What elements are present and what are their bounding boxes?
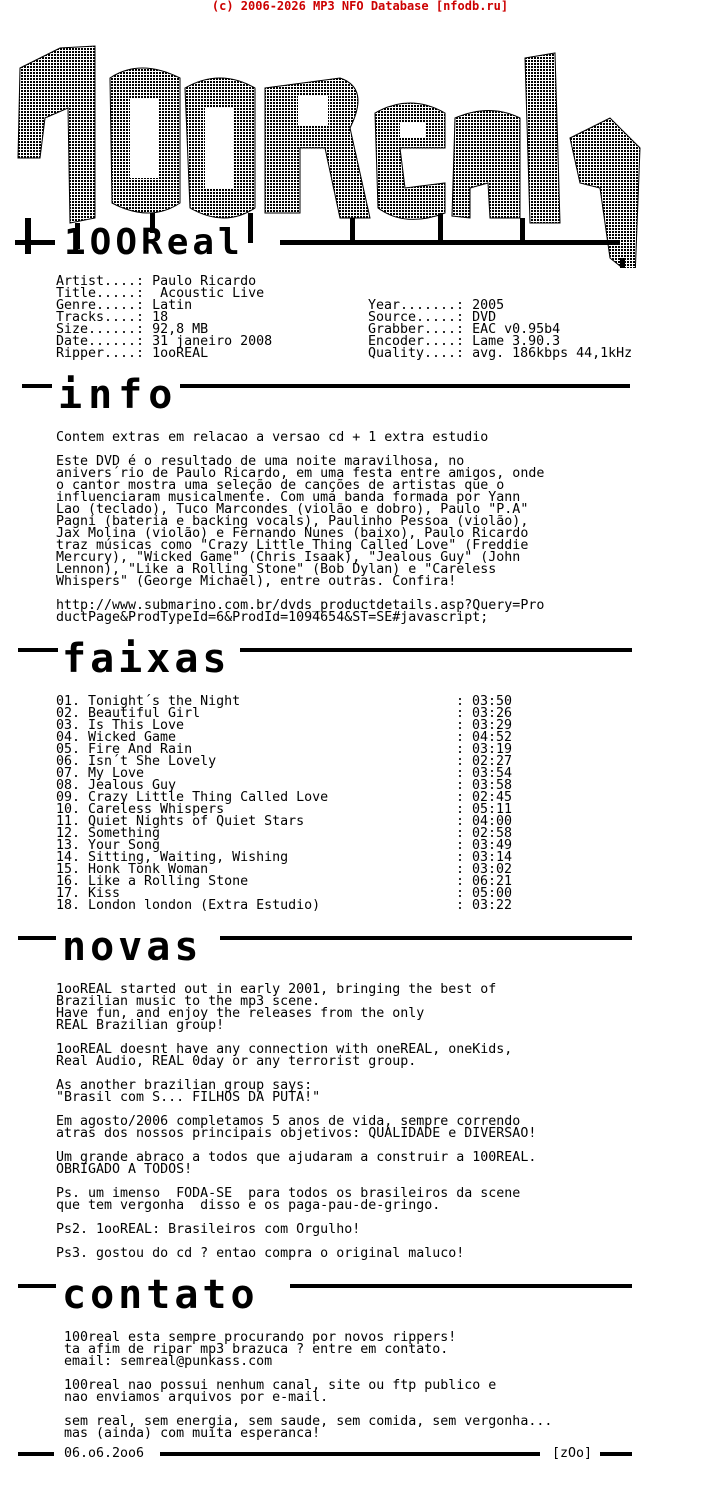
info-text: Contem extras em relacao a versao cd + 1 extra estudio Este DVD é o resultado de uma noite maravilhosa, no anivers´rio de Paulo Ricardo, em uma festa entre amigos, onde o cantor mostra uma seleção de canções de artistas que o influenciaram musicalmente. Com uma banda formada por Yann Lao (teclado), Tuco Marcondes (violão e dobro), Paulo "P.A" Pagni (bateria e backing vocals), Paulinho Pessoa (violão), Jax Molina (violão) e Fernando Nunes (baixo), Paulo Ricardo traz músicas como "Crazy Little Thing Called Love" (Freddie Mercury), "Wicked Game" (Chris Isaak), "Jealous Guy" (John Lennon), "Like a Rolling Stone" (Bob Dylan) e "Careless Whispers" (George Michael), entre outras. Confira! http://www.submarino.com.br/dvds_productdetails.asp?Query=Pro ductPage&ProdTypeId=6&ProdId=1094654&ST=SE#javascript; [56,430,545,625]
left-line: Ripper....: 1ooREAL [56,346,209,361]
track-title: Fire And Rain [88,742,193,757]
track-duration: 02:58 [472,826,513,841]
right-line: Year.......: 2005 [368,298,505,313]
track-number: 01. [56,694,81,709]
right-line: Source.....: DVD [368,310,497,325]
track-title: Quiet Nights of Quiet Stars [88,814,305,829]
left-line: Artist....: Paulo Ricardo [56,274,257,289]
section-header-novas [0,924,720,972]
track-number: 09. [56,790,81,805]
release-info-right [368,300,632,360]
section-header-contato [0,1272,720,1320]
track-number: 05. [56,742,81,757]
track-separator: : [456,718,465,733]
track-separator: : [456,694,465,709]
track-number: 02. [56,706,81,721]
right-line: Grabber....: EAC v0.95b4 [368,322,561,337]
novas-text: 1ooREAL started out in early 2001, bringing the best of Brazilian music to the mp3 scene. Have fun, and enjoy the releases from the only REAL Brazilian group! 1ooREAL doesnt have any connection with oneREAL, oneKids, Real Audio, REAL 0day or any terrorist group. As another brazilian group says: "Brasil com S... FILHOS DA PUTA!" Em agosto/2006 completamos 5 anos de vida, sempre correndo atras dos nossos principais objetivos: QUALIDADE e DIVERSAO! Um grande abraco a todos que ajudaram a construir a 100REAL. OBRIGADO A TODOS! Ps. um imenso FODA-SE para todos os brasileiros da scene que tem vergonha disso e os paga-pau-de-gringo. Ps2. 1ooREAL: Brasileiros com Orgulho! Ps3. gostou do cd ? entao compra o original maluco! [56,982,537,1261]
track-duration: 05:00 [472,886,513,901]
contato-text: 100real esta sempre procurando por novos rippers! ta afim de ripar mp3 brazuca ? entre em contato. email: semreal@punkass.com 100real nao possui nenhum canal, site ou ftp publico e nao enviamos arquivos por e-mail. sem real, sem energia, sem saude, sem comida, sem vergonha... mas (ainda) com muita esperanca! [64,1330,553,1441]
left-line: Date......: 31 janeiro 2008 [56,334,273,349]
track-separator: : [456,826,465,841]
track-duration: 03:14 [472,850,513,865]
section-title-info: info [58,372,179,418]
track-duration: 04:00 [472,814,513,829]
track-row [56,876,656,888]
footer-rule-mid [160,1452,540,1456]
section-title-contato: contato [62,1272,259,1318]
track-duration: 03:50 [472,694,513,709]
track-number: 17. [56,886,81,901]
track-duration: 06:21 [472,874,513,889]
track-duration: 03:22 [472,898,513,913]
track-number: 18. [56,898,81,913]
1ooreal-logo [0,18,720,268]
track-title: Tonight´s the Night [88,694,241,709]
track-title: Jealous Guy [88,778,177,793]
track-duration: 03:54 [472,766,513,781]
footer-tag: [zOo] [552,1446,593,1461]
track-duration: 02:27 [472,754,513,769]
release-info-left [56,276,272,360]
track-duration: 02:45 [472,790,513,805]
track-separator: : [456,862,465,877]
track-number: 13. [56,838,81,853]
section-title-faixas: faixas [62,636,231,682]
track-title: Sitting, Waiting, Wishing [88,850,289,865]
track-title: Isn´t She Lovely [88,754,217,769]
track-number: 07. [56,766,81,781]
track-number: 14. [56,850,81,865]
track-title: Like a Rolling Stone [88,874,249,889]
track-title: Beautiful Girl [88,706,201,721]
section-header-info [0,372,720,420]
track-duration: 03:29 [472,718,513,733]
track-separator: : [456,742,465,757]
section-title-novas: novas [62,924,203,970]
track-number: 04. [56,730,81,745]
track-number: 15. [56,862,81,877]
track-duration: 03:49 [472,838,513,853]
track-duration: 04:52 [472,730,513,745]
track-row [56,900,656,912]
track-title: London london (Extra Estudio) [88,898,321,913]
track-separator: : [456,850,465,865]
track-separator: : [456,706,465,721]
track-title: Crazy Little Thing Called Love [88,790,329,805]
footer-rule-right [600,1452,632,1456]
track-separator: : [456,730,465,745]
track-number: 16. [56,874,81,889]
track-row [56,756,656,768]
track-list [56,696,656,912]
track-separator: : [456,754,465,769]
track-separator: : [456,802,465,817]
track-duration: 03:26 [472,706,513,721]
track-title: Is This Love [88,718,185,733]
left-line: Title.....: Acoustic Live [56,286,265,301]
track-separator: : [456,814,465,829]
track-separator: : [456,838,465,853]
track-number: 03. [56,718,81,733]
left-line: Size......: 92,8 MB [56,322,209,337]
footer-date: 06.o6.2oo6 [64,1446,145,1461]
right-line: Quality....: avg. 186kbps 44,1kHz [368,346,633,361]
track-duration: 05:11 [472,802,513,817]
track-title: My Love [88,766,145,781]
left-line: Genre.....: Latin [56,298,193,313]
track-separator: : [456,790,465,805]
track-duration: 03:19 [472,742,513,757]
track-number: 10. [56,802,81,817]
track-title: Kiss [88,886,121,901]
track-separator: : [456,766,465,781]
left-line: Tracks....: 18 [56,310,169,325]
right-line: Encoder....: Lame 3.90.3 [368,334,561,349]
track-title: Honk Tonk Woman [88,862,209,877]
track-title: Your Song [88,838,161,853]
track-number: 08. [56,778,81,793]
track-separator: : [456,874,465,889]
track-separator: : [456,898,465,913]
track-separator: : [456,778,465,793]
track-separator: : [456,886,465,901]
footer-rule-left [18,1452,54,1456]
track-number: 06. [56,754,81,769]
track-duration: 03:02 [472,862,513,877]
sublogo-text: 1OOReal [64,222,244,263]
track-number: 11. [56,814,81,829]
track-title: Careless Whispers [88,802,225,817]
track-title: Wicked Game [88,730,177,745]
track-number: 12. [56,826,81,841]
track-duration: 03:58 [472,778,513,793]
track-title: Something [88,826,161,841]
nfodb-copyright: (c) 2006-2026 MP3 NFO Database [nfodb.ru] [211,0,509,13]
section-header-faixas [0,636,720,684]
